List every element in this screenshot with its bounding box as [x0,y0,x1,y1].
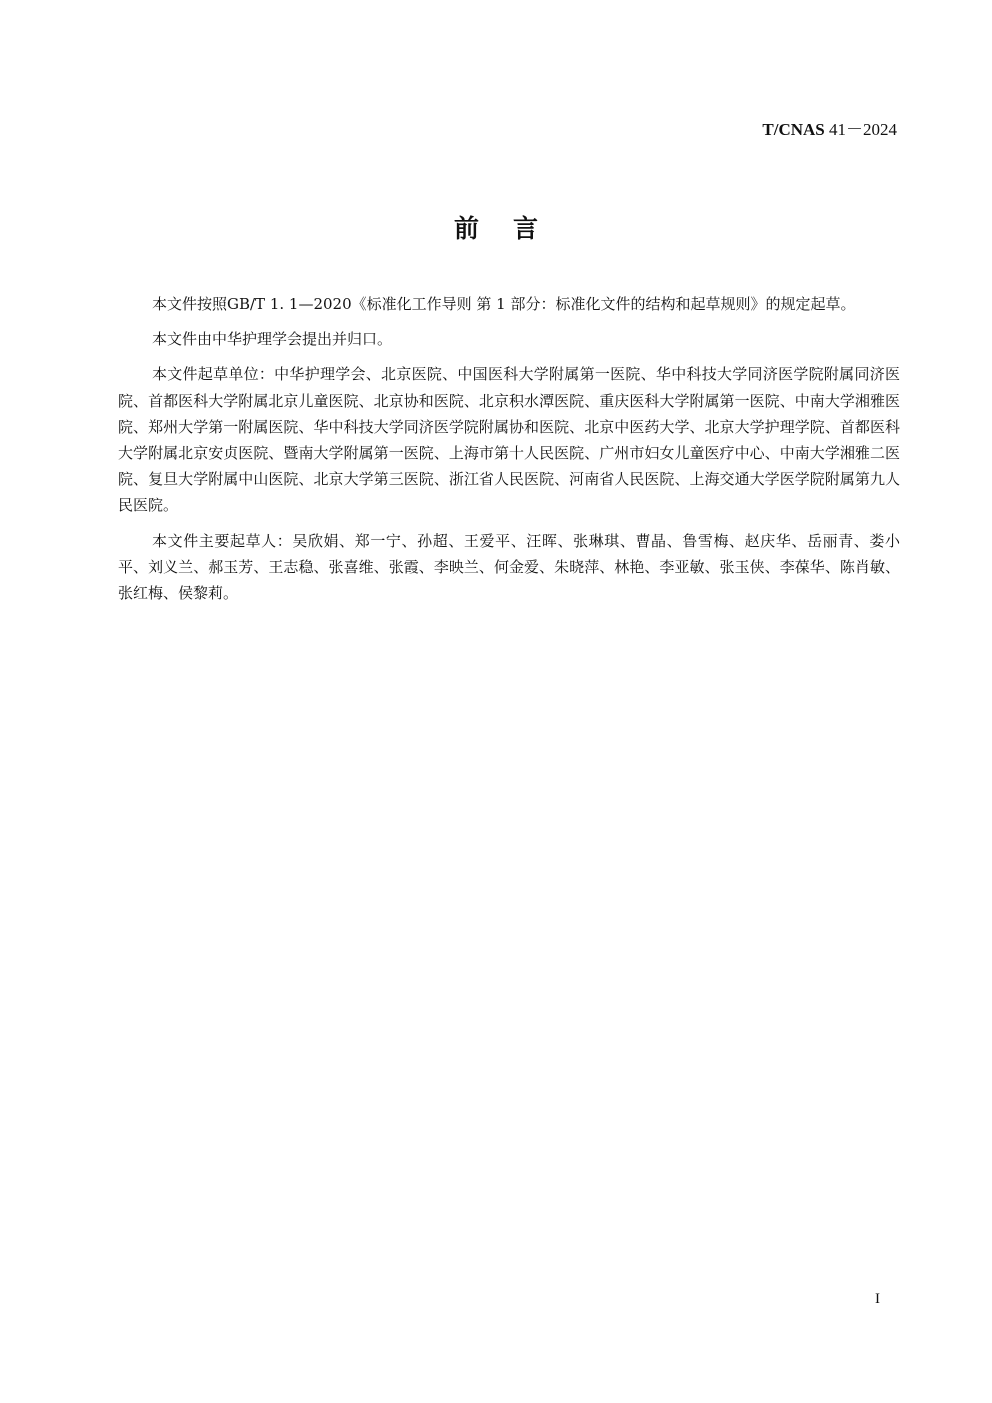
paragraph-drafting-units: 本文件起草单位：中华护理学会、北京医院、中国医科大学附属第一医院、华中科技大学同济医学院附属同济医院、首都医科大学附属北京儿童医院、北京协和医院、北京积水潭医院、重庆医科大学附属第一医院、中南大学湘雅医院、郑州大学第一附属医院、华中科技大学同济医学院附属协和医院、北京中医药大学、北京大学护理学院、首都医科大学附属北京安贞医院、暨南大学附属第一医院、上海市第十人民医院、广州市妇女儿童医疗中心、中南大学湘雅二医院、复旦大学附属中山医院、北京大学第三医院、浙江省人民医院、河南省人民医院、上海交通大学医学院附属第九人民医院。 [118,365,900,515]
paragraph-drafting-basis: 本文件按照GB/T 1. 1—2020《标准化工作导则 第 1 部分：标准化文件的结构和起草规则》的规定起草。 [152,295,856,313]
paragraph-drafters: 本文件主要起草人：吴欣娟、郑一宁、孙超、王爱平、汪晖、张琳琪、曹晶、鲁雪梅、赵庆华、岳丽青、娄小平、刘义兰、郝玉芳、王志稳、张喜维、张霞、李映兰、何金爱、朱晓萍、林艳、李亚敏、张玉侠、李葆华、陈肖敏、张红梅、侯黎莉。 [118,531,900,603]
foreword-body [118,291,900,615]
page-title: 前言 [453,214,572,243]
document-code-number: 41－2024 [824,120,897,139]
document-code-prefix: T/CNAS [762,120,825,139]
paragraph-proposer: 本文件由中华护理学会提出并归口。 [152,330,393,349]
document-code [762,118,897,142]
page-number: I [875,1291,880,1307]
